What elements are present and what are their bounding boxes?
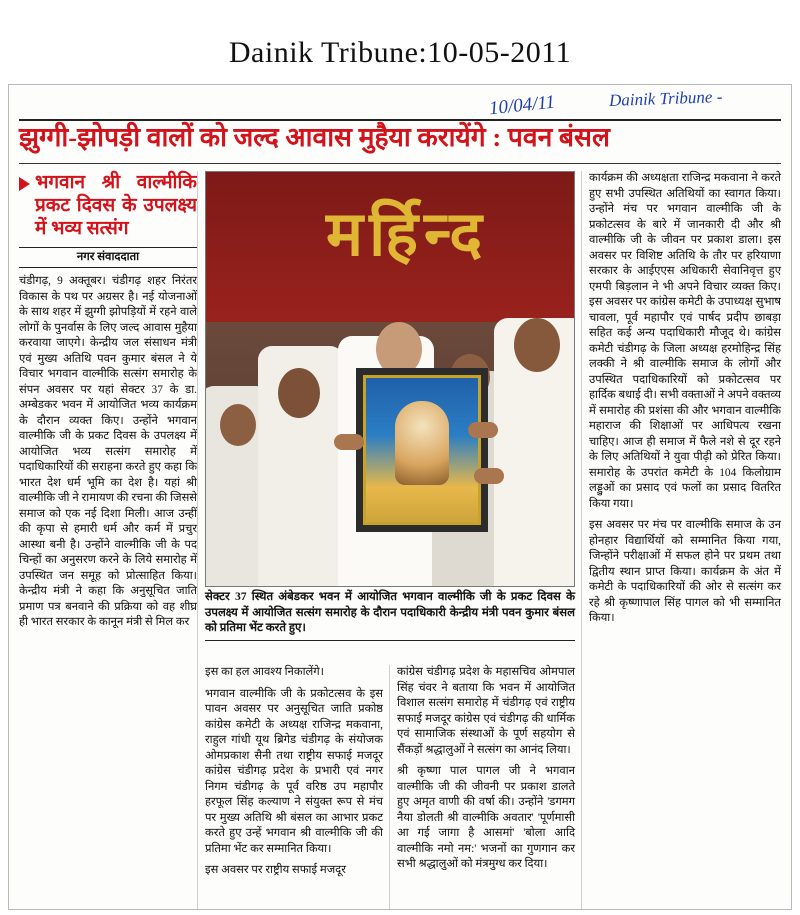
right-paragraph-2: इस अवसर पर मंच पर वाल्मीकि समाज के उन होनहार विद्यार्थियों को सम्मानित किया गया, जिन्होंने परीक्षाओं में सफल होने पर प्रथम तथा द्वितीय स्थान प्राप्त किया। कार्यक्रम के अंत में कमेटी के पदाधिकारियों की ओर से सत्संग कर रहे श्री कृष्णापाल सिंह पागल को भी सम्मानित किया। <box>589 519 781 624</box>
headline-bottom-rule <box>19 163 781 164</box>
handwritten-date-annotation: 10/04/11 <box>488 91 557 120</box>
triangle-bullet-icon <box>19 177 30 191</box>
middle-1-paragraph-3: इस अवसर पर राष्ट्रीय सफाई मजदूर <box>205 864 346 876</box>
column-separator <box>197 171 198 910</box>
hand <box>474 468 504 484</box>
middle-1-paragraph-1: इस का हल आवश्य निकालेंगे। <box>205 666 324 678</box>
framed-portrait <box>356 368 488 532</box>
article-subheadline <box>19 171 197 241</box>
middle-1-paragraph-2: भगवान वाल्मीकि जी के प्रकोटत्सव के इस पावन अवसर पर अनुसूचित जाति प्रकोष्ठ कांग्रेस कमेटी के अध्यक्ष राजिन्द्र मकवाना, राहुल गांधी यूथ ब्रिगेड चंडीगढ़ के संयोजक ओमप्रकाश सैनी तथा राष्ट्रीय सफाई मजदूर कांग्रेस चंडीगढ़ प्रदेश के प्रभारी एवं नगर निगम चंडीगढ़ के पूर्व वरिष्ठ उप महापौर हरफूल सिंह कल्याण ने संयुक्त रूप से मंच पर मुख्य अतिथि श्री बंसल का आभार प्रकट करते हुए उन्हें भगवान श्री वाल्मीकि जी की प्रतिमा भेंट कर सम्मानित किया। <box>205 687 383 855</box>
photo-scene <box>206 172 574 586</box>
column-separator <box>581 171 582 910</box>
hand <box>334 434 364 450</box>
article-headline: झुग्गी-झोपड़ी वालों को जल्द आवास मुहैया करायेंगे : पवन बंसल <box>19 122 610 152</box>
clipping-frame <box>8 84 792 910</box>
middle-column-2 <box>397 665 575 879</box>
column-separator <box>389 665 390 910</box>
person-head <box>220 404 256 446</box>
paper-header-title: Dainik Tribune:10-05-2011 <box>228 36 572 69</box>
left-column <box>19 171 197 637</box>
stage-banner <box>206 172 574 322</box>
middle-2-paragraph-2: श्री कृष्णा पाल पागल जी ने भगवान वाल्मीकि जी की जीवनी पर प्रकाश डालते हुए अमृत वाणी की वर्षा की। उन्होंने 'डगमग नैया डोलती श्री वाल्मीकि अवतार' 'पूर्णमासी आ गई जागा है आसमां' 'बोला आदि वाल्मीकि नमो नम:' भजनों का गुणगान कर सभी श्रद्धालुओं को मंत्रमुग्ध कर दिया। <box>397 765 575 870</box>
portrait-figure <box>395 401 449 485</box>
handwritten-source-annotation: Dainik Tribune - <box>608 87 723 110</box>
middle-2-paragraph-1: कांग्रेस चंडीगढ़ प्रदेश के महासचिव ओमपाल सिंह चंवर ने बताया कि भवन में आयोजित विशाल सत्संग समारोह में चंडीगढ़ एवं राष्ट्रीय सफाई मजदूर कांग्रेस एवं चंडीगढ़ की धार्मिक एवं सामाजिक संस्थाओं के पूर्ण सहयोग से सैंकड़ों श्रद्धालुओं ने सत्संग का आनंद लिया। <box>397 666 575 756</box>
article-photo <box>205 171 575 587</box>
person-head <box>278 368 320 418</box>
banner-text: मर्हिन्द <box>326 201 489 269</box>
byline: नगर संवाददाता <box>19 247 197 269</box>
left-column-paragraph-1: चंडीगढ़, 9 अक्तूबर। चंडीगढ़ शहर निरंतर विकास के पथ पर अग्रसर है। नई योजनाओं के साथ शहर में झुग्गी झोपड़ियों में रहने वाले लोगों के पुनर्वास के लिए जल्द आवास मुहैया करवाया जाएगे। केन्द्रीय जल संसाधन मंत्री एवं मुख्य अतिथि पवन कुमार बंसल ने ये विचार भगवान वाल्मीकि सत्संग समारोह के संपन अवसर पर यहां सेक्टर 37 के डा. अम्बेडकर भवन में आयोजित भव्य कार्यक्रम के दौरान व्यक्त किए। उन्होंने भगवान वाल्मीकि जी के प्रकट दिवस के उपलक्ष्य में आयोजित भव्य सत्संग समारोह में पदाधिकारियों की सराहना करते हुए कहा कि भारत देश धर्म भूमि का देश है। यहां श्री वाल्मीकि जी ने रामायण की रचना की जिससे समाज को एक नई दिशा मिली। आज उन्हीं की कृपा से हमारी धर्म और कर्म में प्रचुर आस्था बनी है। उन्होंने वाल्मीकि जी के पद चिन्हों का अनुसरण करने के लिये समारोह में उपस्थित जन समूह को प्रोत्साहित किया। केन्द्रीय मंत्री ने कहा कि अनुसूचित जाति प्रमाण पत्र बनवाने की प्रक्रिया को वह शीघ्र ही भारत सरकार के कानून मंत्री से मिल कर <box>19 275 197 629</box>
headline-top-rule <box>19 119 781 121</box>
right-paragraph-1: कार्यक्रम की अध्यक्षता राजिन्द्र मकवाना ने करते हुए सभी उपस्थित अतिथियों का स्वागत किया। उन्होंने मंच पर भगवान वाल्मीकि जी के प्रकोटत्सव के बारे में जानकारी दी और श्री वाल्मीकि जी के जीवन पर प्रकाश डाला। इस अवसर पर विशिष्ट अतिथि के तौर पर हरियाणा सरकार के आईएएस अधिकारी सेवानिवृत्त हुए एमपी बिड़लान ने भी अपने विचार व्यक्त किए। इस अवसर पर कांग्रेस कमेटी के उपाध्यक्ष सुभाष चावला, पूर्व महापौर एवं पार्षद प्रदीप छाबड़ा सहित कई अन्य पदाधिकारी मौजूद थे। कांग्रेस कमेटी चंडीगढ़ के जिला अध्यक्ष हरमोहिन्द्र सिंह लक्की ने श्री वाल्मीकि समाज के लोगों और उपस्थित पदाधिकारियों को प्रकोटत्सव पर हार्दिक बधाई दी। सभी वक्ताओं ने अपने वक्तव्य में समारोह की प्रशंसा की और भगवान वाल्मीकि महाराज की शिक्षाओं पर आधिपत्य रखना चाहिए। आज ही समाज में फैले नशे से दूर रहने के लिए अतिथियों ने युवा पीढ़ी को प्रेरित किया। समारोह के उपरांत कमेटी के 104 किलोग्राम लड्डुओं का प्रसाद एवं फलों का प्रसाद वितरित किया गया। <box>589 172 781 510</box>
right-column <box>589 171 781 633</box>
person-head <box>514 318 560 372</box>
middle-column-1 <box>205 665 383 885</box>
hand <box>468 422 498 438</box>
photo-caption: सेक्टर 37 स्थित अंबेडकर भवन में आयोजित भगवान वाल्मीकि जी के प्रकट दिवस के उपलक्ष्य में आयोजित सत्संग समारोह के दौरान पदाधिकारी केन्द्रीय मंत्री पवन कुमार बंसल को प्रतिमा भेंट करते हुए। <box>205 589 575 641</box>
subheadline-text: भगवान श्री वाल्मीकि प्रकट दिवस के उपलक्ष्य में भव्य सत्संग <box>35 172 197 240</box>
